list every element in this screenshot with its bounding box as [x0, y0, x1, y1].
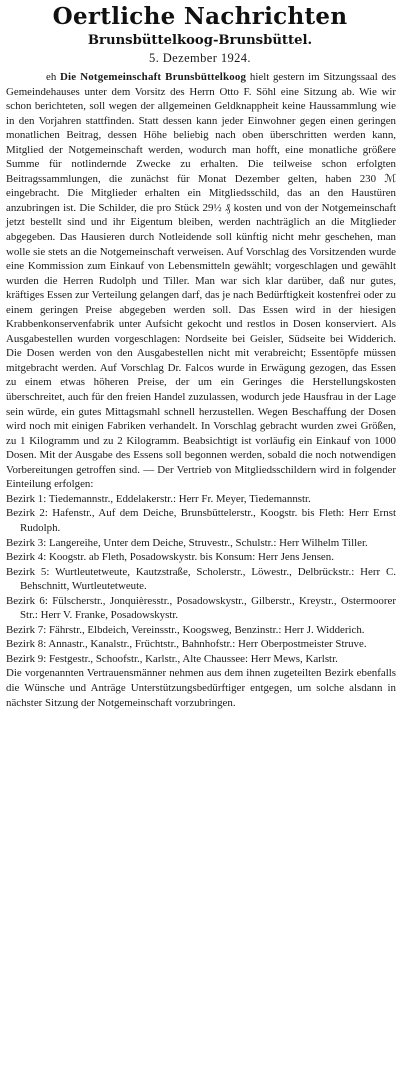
district-entry — [6, 506, 396, 535]
district-entry — [6, 565, 396, 594]
location-subheading: Brunsbüttelkoog-Brunsbüttel. — [87, 33, 313, 48]
district-number: Bezirk 9: — [6, 652, 47, 665]
district-text: Wurtleutetweute, Kautzstraße, Scholerstr., Löwestr., Delbrückstr.: Herr C. Behschnitt, Wurtleutetweute. — [20, 565, 396, 593]
district-text: Fährstr., Elbdeich, Vereinsstr., Koogsweg, Benzinstr.: Herr J. Widderich. — [48, 623, 365, 636]
district-entry — [6, 536, 396, 551]
district-entry — [6, 623, 396, 638]
district-entry — [6, 492, 396, 507]
district-text: Festgestr., Schoofstr., Karlstr., Alte Chaussee: Herr Mews, Karlstr. — [48, 652, 338, 665]
district-number: Bezirk 2: — [6, 507, 48, 520]
article-date: 5. Dezember 1924. — [149, 51, 251, 65]
district-number: Bezirk 3: — [6, 536, 47, 549]
district-text: Fülscherstr., Jonquièresstr., Posadowskystr., Gilberstr., Kreystr., Ostermoorer Str.: Herr V. Franke, Posadowskystr. — [20, 594, 396, 622]
district-entry — [6, 594, 396, 623]
district-entry — [6, 550, 396, 565]
masthead — [0, 0, 400, 67]
district-number: Bezirk 1: — [6, 492, 47, 505]
district-number: Bezirk 8: — [6, 638, 47, 651]
section-headline: Oertliche Nachrichten — [52, 3, 348, 30]
article-lead-paragraph — [6, 70, 396, 492]
article-body — [6, 70, 396, 710]
district-entry — [6, 637, 396, 652]
district-number: Bezirk 4: — [6, 551, 47, 564]
district-number: Bezirk 7: — [6, 623, 47, 636]
closing-paragraph: Die vorgenannten Vertrauensmänner nehmen aus dem ihnen zugeteilten Bezirk ebenfalls die Wünsche und Anträge Unterstützungsbedürftiger entgegen, um solche alsdann in nächster Sitzung der Notgemeinschaft vorzubringen. — [6, 667, 396, 709]
district-text: Koogstr. ab Fleth, Posadowskystr. bis Konsum: Herr Jens Jensen. — [48, 551, 334, 564]
author-mark: eh — [46, 71, 57, 83]
district-number: Bezirk 6: — [6, 594, 48, 607]
district-text: Annastr., Kanalstr., Früchtstr., Bahnhofstr.: Herr Oberpostmeister Struve. — [48, 638, 367, 651]
district-text: Hafenstr., Auf dem Deiche, Brunsbüttelerstr., Koogstr. bis Fleth: Herr Ernst Rudolph. — [20, 507, 396, 534]
district-text: Langereihe, Unter dem Deiche, Struvestr., Schulstr.: Herr Wilhelm Tiller. — [48, 536, 368, 549]
lead-text: hielt gestern im Sitzungssaal des Gemeindehauses unter dem Vorsitz des Herrn Otto F. Söhl eine Sitzung ab. Wie wir schon berichteten, soll wegen der allgemeinen Geldknappheit keine Haussammlung wie in den Vorjahren stattfinden. Statt dessen kann jeder Einwohner gegen einen geringen monatlichen Beitrag, dessen Höhe beliebig nach oben überschritten werden kann, Mitglied der Notgemeinschaft werden, wodurch man hofft, eine monatliche größere Summe für notlindernde Zwecke zu erhalten. Die teilweise schon erfolgten Beitragssammlungen, die zunächst für Monat Dezember gelten, haben 230 ℳ eingebracht. Die Mitglieder erhalten ein Mitgliedsschild, das an den Haustüren anzubringen ist. Die Schilder, die pro Stück 29½ ₰ kosten und von der Notgemeinschaft jetzt bestellt sind und ihr Eigentum bleiben, werden nachträglich an die Mitglieder abgegeben. Das Hausieren durch Notleidende soll künftig nicht mehr geschehen, man wolle sie stets an die Notgemeinschaft verweisen. Auf Vorschlag des Vorsitzenden wurde eine Kommission zum Einkauf von Lebensmitteln gewählt; vorgeschlagen und gewählt wurden die Herren Rudolph und Tiller. Man war sich klar darüber, daß nur gutes, kräftiges Essen zur Verteilung gelangen darf, das je nach Bedürftigkeit kostenfrei oder zu einem geringen Preise abgegeben werden soll. Das Essen wird in der hiesigen Krabbenkonservenfabrik unter Aufsicht gekocht und restlos in Dosen konserviert. Als Ausgabestellen wurden vorgeschlagen: Nordseite bei Geisler, Südseite bei Widderich. Die Dosen werden von den Ausgabestellen nicht mit verabreicht; Essentöpfe müssen mitgebracht werden. Auf Vorschlag Dr. Falcos wurde in Erwägung gezogen, das Essen zu einem etwas höheren Preise, der um ein Geringes die Herstellungskosten überschreitet, auch für den freien Handel zuzulassen, wodurch jede Hausfrau in der Lage sein würde, ein gutes Mittagsmahl schnell herzustellen. Wegen Beschaffung der Dosen wird noch mit einigen Fabriken verhandelt. In Vorschlag gebracht wurden zwei Größen, zu 1 Kilogramm und zu 2 Kilogramm. Beabsichtigt ist vorläufig ein Einkauf von 1000 Dosen. Mit der Ausgabe des Essens soll begonnen werden, sobald die noch notwendigen Vorbereitungen getroffen sind. — Der Vertrieb von Mitgliedsschildern wird in folgender Einteilung erfolgen: — [6, 71, 396, 491]
district-entry — [6, 652, 396, 667]
district-number: Bezirk 5: — [6, 565, 50, 578]
district-text: Tiedemannstr., Eddelakerstr.: Herr Fr. Meyer, Tiedemannstr. — [48, 492, 311, 505]
organization-name: Die Notgemeinschaft Brunsbüttelkoog — [59, 71, 247, 83]
